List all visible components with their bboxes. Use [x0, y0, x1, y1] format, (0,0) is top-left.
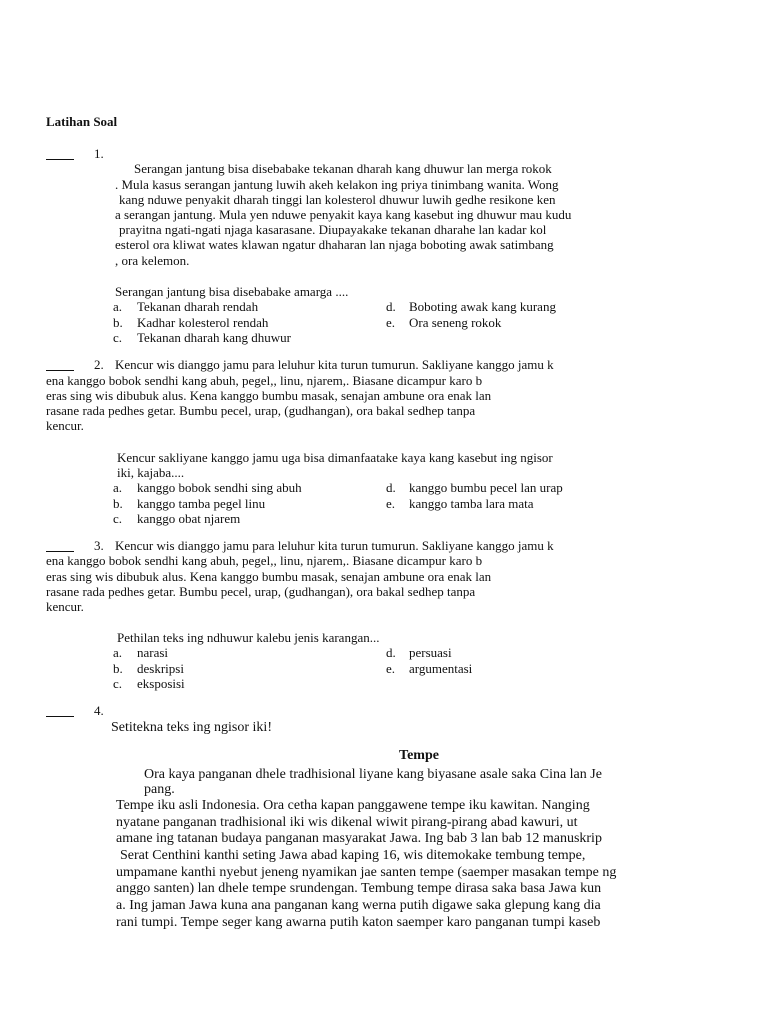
story-line: amane ing tatanan budaya panganan masyarakat Jawa. Ing bab 3 lan bab 12 manuskrip — [116, 831, 602, 846]
option-text: Kadhar kolesterol rendah — [137, 315, 269, 330]
passage-line: . Mula kasus serangan jantung luwih akeh kelakon ing priya tinimbang wanita. Wong — [115, 177, 559, 192]
passage-line: Kencur wis dianggo jamu para leluhur kita turun tumurun. Sakliyane kanggo jamu k — [115, 357, 554, 372]
question-number-4: 4. — [94, 703, 104, 718]
option-text: deskripsi — [137, 661, 184, 676]
option-letter: e. — [386, 661, 396, 676]
option-text: Ora seneng rokok — [409, 315, 502, 330]
answer-blank-2[interactable] — [46, 370, 74, 371]
passage-line: esterol ora kliwat wates klawan ngatur dhaharan lan njaga boboting awak satimbang — [115, 237, 554, 252]
option-letter: c. — [113, 511, 123, 526]
option-letter: e. — [386, 496, 396, 511]
option-letter: b. — [113, 661, 123, 676]
question-number-2: 2. — [94, 357, 104, 372]
story-line: Ora kaya panganan dhele tradhisional liyane kang biyasane asale saka Cina lan Je — [144, 767, 602, 782]
option-letter: d. — [386, 299, 396, 314]
option-letter: c. — [113, 676, 123, 691]
option-text: Tekanan dharah kang dhuwur — [137, 330, 291, 345]
option-letter: c. — [113, 330, 123, 345]
option-letter: a. — [113, 480, 123, 495]
option-letter: d. — [386, 480, 396, 495]
option-letter: d. — [386, 645, 396, 660]
question-text: Serangan jantung bisa disebabake amarga .... — [115, 284, 349, 299]
page-title: Latihan Soal — [46, 114, 118, 129]
instruction-text: Setitekna teks ing ngisor iki! — [111, 720, 272, 735]
option-text: kanggo tamba lara mata — [409, 496, 534, 511]
passage-line: kang nduwe penyakit dharah tinggi lan kolesterol dhuwur luwih gedhe resikone ken — [119, 192, 556, 207]
question-number-1: 1. — [94, 146, 104, 161]
passage-line: ena kanggo bobok sendhi kang abuh, pegel,, linu, njarem,. Biasane dicampur karo b — [46, 373, 483, 388]
passage-line: Serangan jantung bisa disebabake tekanan dharah kang dhuwur lan merga rokok — [134, 161, 552, 176]
passage-line: a serangan jantung. Mula yen nduwe penyakit kaya kang kasebut ing dhuwur mau kudu — [115, 207, 572, 222]
answer-blank-3[interactable] — [46, 551, 74, 552]
option-text: persuasi — [409, 645, 452, 660]
passage-line: prayitna ngati-ngati njaga kasarasane. Diupayakake tekanan dharahe lan kadar kol — [119, 222, 547, 237]
option-text: kanggo tamba pegel linu — [137, 496, 266, 511]
story-line: nyatane panganan tradhisional iki wis dikenal wiwit pirang-pirang abad kawuri, ut — [116, 815, 578, 830]
question-text: Pethilan teks ing ndhuwur kalebu jenis karangan... — [117, 630, 380, 645]
question-number-3: 3. — [94, 538, 104, 553]
question-text: Kencur sakliyane kanggo jamu uga bisa dimanfaatake kaya kang kasebut ing ngisor — [117, 450, 553, 465]
passage-line: eras sing wis dibubuk alus. Kena kanggo bumbu masak, senajan ambune ora enak lan — [46, 569, 492, 584]
option-letter: a. — [113, 299, 123, 314]
question-text: iki, kajaba.... — [117, 465, 185, 480]
passage-line: eras sing wis dibubuk alus. Kena kanggo bumbu masak, senajan ambune ora enak lan — [46, 388, 492, 403]
option-letter: a. — [113, 645, 123, 660]
story-title: Tempe — [399, 748, 439, 763]
option-text: eksposisi — [137, 676, 185, 691]
story-line: anggo santen) lan dhele tempe srundengan. Tembung tempe dirasa saka basa Jawa kun — [116, 881, 602, 896]
story-line: a. Ing jaman Jawa kuna ana panganan kang werna putih digawe saka glepung kang dia — [116, 898, 601, 913]
option-letter: e. — [386, 315, 396, 330]
option-text: kanggo obat njarem — [137, 511, 241, 526]
passage-line: kencur. — [46, 599, 84, 614]
story-line: Serat Centhini kanthi seting Jawa abad kaping 16, wis ditemokake tembung tempe, — [120, 848, 586, 863]
option-text: Tekanan dharah rendah — [137, 299, 259, 314]
story-line: Tempe iku asli Indonesia. Ora cetha kapan panggawene tempe iku kawitan. Nanging — [116, 798, 590, 813]
passage-line: ena kanggo bobok sendhi kang abuh, pegel,, linu, njarem,. Biasane dicampur karo b — [46, 553, 483, 568]
passage-line: kencur. — [46, 418, 84, 433]
option-text: kanggo bobok sendhi sing abuh — [137, 480, 302, 495]
passage-line: rasane rada pedhes getar. Bumbu pecel, urap, (gudhangan), ora bakal sedhep tanpa — [46, 584, 476, 599]
option-text: kanggo bumbu pecel lan urap — [409, 480, 563, 495]
story-line: pang. — [144, 782, 175, 797]
passage-line: rasane rada pedhes getar. Bumbu pecel, urap, (gudhangan), ora bakal sedhep tanpa — [46, 403, 476, 418]
passage-line: , ora kelemon. — [115, 253, 190, 268]
option-letter: b. — [113, 315, 123, 330]
option-letter: b. — [113, 496, 123, 511]
option-text: Boboting awak kang kurang — [409, 299, 556, 314]
passage-line: Kencur wis dianggo jamu para leluhur kita turun tumurun. Sakliyane kanggo jamu k — [115, 538, 554, 553]
option-text: narasi — [137, 645, 169, 660]
answer-blank-1[interactable] — [46, 159, 74, 160]
story-line: umpamane kanthi nyebut jeneng nyamikan jae santen tempe (saemper masakan tempe ng — [116, 865, 617, 880]
story-line: rani tumpi. Tempe seger kang awarna putih katon saemper karo panganan tumpi kaseb — [116, 915, 601, 930]
answer-blank-4[interactable] — [46, 716, 74, 717]
option-text: argumentasi — [409, 661, 473, 676]
